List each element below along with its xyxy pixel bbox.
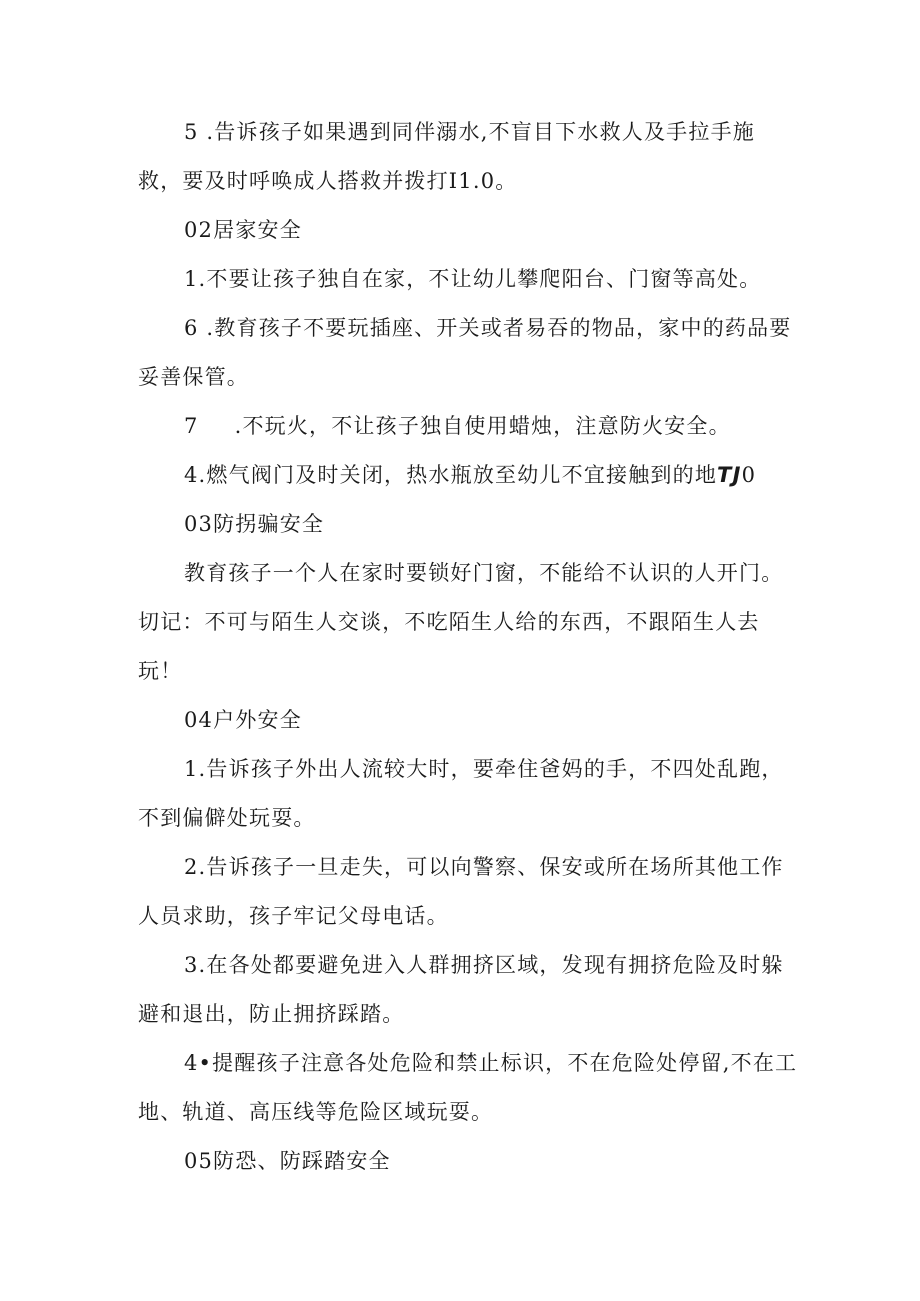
paragraph-gas-ocr-mark: TJ bbox=[717, 463, 742, 487]
paragraph-gas-valve bbox=[138, 451, 798, 500]
paragraph-hold-hands: 1.告诉孩子外出人流较大时，要牵住爸妈的手，不四处乱跑，不到偏僻处玩耍。 bbox=[138, 757, 784, 830]
paragraph-danger-signs: 4•提醒孩子注意各处危险和禁止标识，不在危险处停留,不在工地、轨道、高压线等危险区域玩耍。 bbox=[138, 1051, 798, 1124]
paragraph-crowds: 3.在各处都要避免进入人群拥挤区域，发现有拥挤危险及时躲避和退出，防止拥挤踩踏。 bbox=[138, 953, 784, 1026]
paragraph-fire-number: 7 bbox=[184, 414, 199, 438]
paragraph-fire-text: .不玩火，不让孩子独自使用蜡烛，注意防火安全。 bbox=[234, 414, 731, 438]
paragraph-fire-safety bbox=[138, 402, 798, 451]
section-heading-home-safety: 02居家安全 bbox=[184, 218, 302, 242]
paragraph-sockets-medicine: 6 .教育孩子不要玩插座、开关或者易吞的物品，家中的药品要妥善保管。 bbox=[138, 316, 792, 389]
paragraph-lost-child: 2.告诉孩子一旦走失，可以向警察、保安或所在场所其他工作人员求助，孩子牢记父母电话。 bbox=[138, 855, 784, 928]
paragraph-gas-text: 4.燃气阀门及时关闭，热水瓶放至幼儿不宜接触到的地 bbox=[184, 463, 718, 487]
paragraph-strangers: 教育孩子一个人在家时要锁好门窗，不能给不认识的人开门。切记：不可与陌生人交谈，不吃陌生人给的东西，不跟陌生人去玩！ bbox=[138, 561, 784, 683]
section-heading-anti-terror: 05防恐、防踩踏安全 bbox=[184, 1149, 391, 1173]
section-heading-outdoor-safety: 04户外安全 bbox=[184, 708, 302, 732]
document-page bbox=[138, 108, 798, 1186]
paragraph-gas-end: 0 bbox=[741, 463, 757, 487]
section-heading-anti-abduction: 03防拐骗安全 bbox=[184, 512, 325, 536]
paragraph-drowning-rescue: 5 .告诉孩子如果遇到同伴溺水,不盲目下水救人及手拉手施救，要及时呼唤成人搭救并拨打I1.0。 bbox=[138, 120, 755, 193]
paragraph-home-alone: 1.不要让孩子独自在家，不让幼儿攀爬阳台、门窗等高处。 bbox=[184, 267, 762, 291]
